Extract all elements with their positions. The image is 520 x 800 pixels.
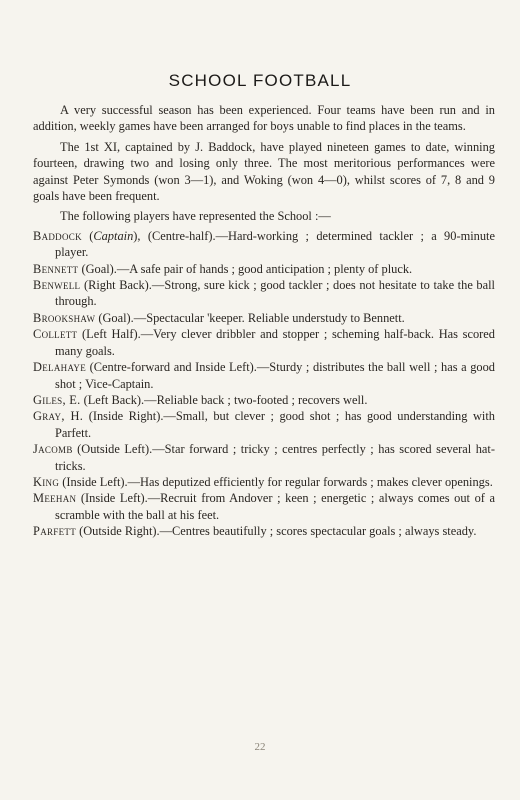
player-description: —Centres beautifully ; scores spectacular goals ; always steady. (159, 524, 477, 539)
player-description: —Star forward ; tricky ; centres perfectly ; has scored several hat-tricks. (55, 442, 496, 473)
intro-paragraph: The 1st XI, captained by J. Baddock, have played nineteen games to date, winning fourteen, drawing two and losing only three. The most meritorious performances were against Peter Symonds (won 3—1), and Woking (won 4—0), whilst scores of 7, 8 and 9 goals have been frequent. (33, 139, 495, 204)
player-role: (Left Back). (80, 392, 145, 407)
player-list (33, 228, 495, 540)
player-description: —Very clever dribbler and stopper ; scheming half-back. Has scored many goals. (55, 327, 495, 358)
player-name: Meehan (33, 491, 77, 506)
player-description: —Hard-working ; determined tackler ; a 90-minute player. (55, 228, 495, 260)
player-description: —Reliable back ; two-footed ; recovers well. (144, 392, 368, 407)
player-entry (33, 490, 495, 523)
player-entry (33, 228, 495, 261)
player-role: (Left Half). (77, 327, 141, 342)
player-entry (33, 441, 495, 474)
page-title: SCHOOL FOOTBALL (168, 71, 352, 90)
player-entry (33, 277, 495, 310)
player-name: Giles, E. (33, 392, 81, 407)
player-role-prefix: ( (81, 228, 94, 243)
player-role: ), (Centre-half). (133, 228, 216, 243)
player-entry (33, 474, 495, 490)
player-role: (Goal). (78, 261, 117, 276)
player-description: —A safe pair of hands ; good anticipation ; plenty of pluck. (116, 261, 413, 276)
player-role-italic: Captain (93, 228, 134, 243)
player-description: —Has deputized efficiently for regular forwards ; makes clever openings. (127, 474, 493, 489)
player-name: Gray, H. (33, 409, 84, 424)
player-role: (Goal). (95, 310, 134, 325)
player-role: (Outside Left). (72, 442, 153, 457)
player-entry (33, 359, 495, 392)
player-name: Benwell (33, 278, 81, 293)
player-entry (33, 326, 495, 359)
player-name: Parfett (33, 524, 76, 539)
player-role: (Inside Right). (83, 409, 164, 424)
player-name: Bennett (33, 261, 79, 276)
player-entry (33, 261, 495, 277)
player-role: (Inside Left). (76, 491, 148, 506)
player-role: (Outside Right). (76, 524, 160, 539)
player-name: Collett (33, 327, 78, 342)
player-role: (Centre-forward and Inside Left). (86, 360, 257, 375)
player-description: —Sturdy ; distributes the ball well ; has a good shot ; Vice-Captain. (55, 360, 495, 391)
player-name: Jacomb (33, 442, 73, 457)
player-role: (Inside Left). (59, 474, 128, 489)
player-description: —Spectacular 'keeper. Reliable understudy to Bennett. (133, 310, 405, 325)
player-description: —Recruit from Andover ; keen ; energetic ; always comes out of a scramble with the ball at his feet. (55, 491, 495, 522)
intro-section (33, 102, 495, 225)
player-entry (33, 408, 495, 441)
players-lead: The following players have represented the School :— (60, 209, 331, 224)
player-description: —Small, but clever ; good shot ; has good understanding with Parfett. (55, 409, 495, 440)
player-name: Brookshaw (33, 310, 96, 325)
intro-paragraph: A very successful season has been experienced. Four teams have been run and in addition, weekly games have been arranged for boys unable to find places in the teams. (33, 103, 495, 134)
player-entry (33, 523, 495, 539)
player-name: Baddock (33, 228, 82, 243)
player-name: Delahaye (33, 360, 87, 375)
page-number: 22 (254, 741, 266, 753)
article-body (33, 102, 495, 540)
player-description: —Strong, sure kick ; good tackler ; does not hesitate to take the ball through. (55, 278, 495, 309)
player-entry (33, 310, 495, 326)
player-entry (33, 392, 495, 408)
player-name: King (33, 474, 60, 489)
player-role: (Right Back). (80, 278, 152, 293)
